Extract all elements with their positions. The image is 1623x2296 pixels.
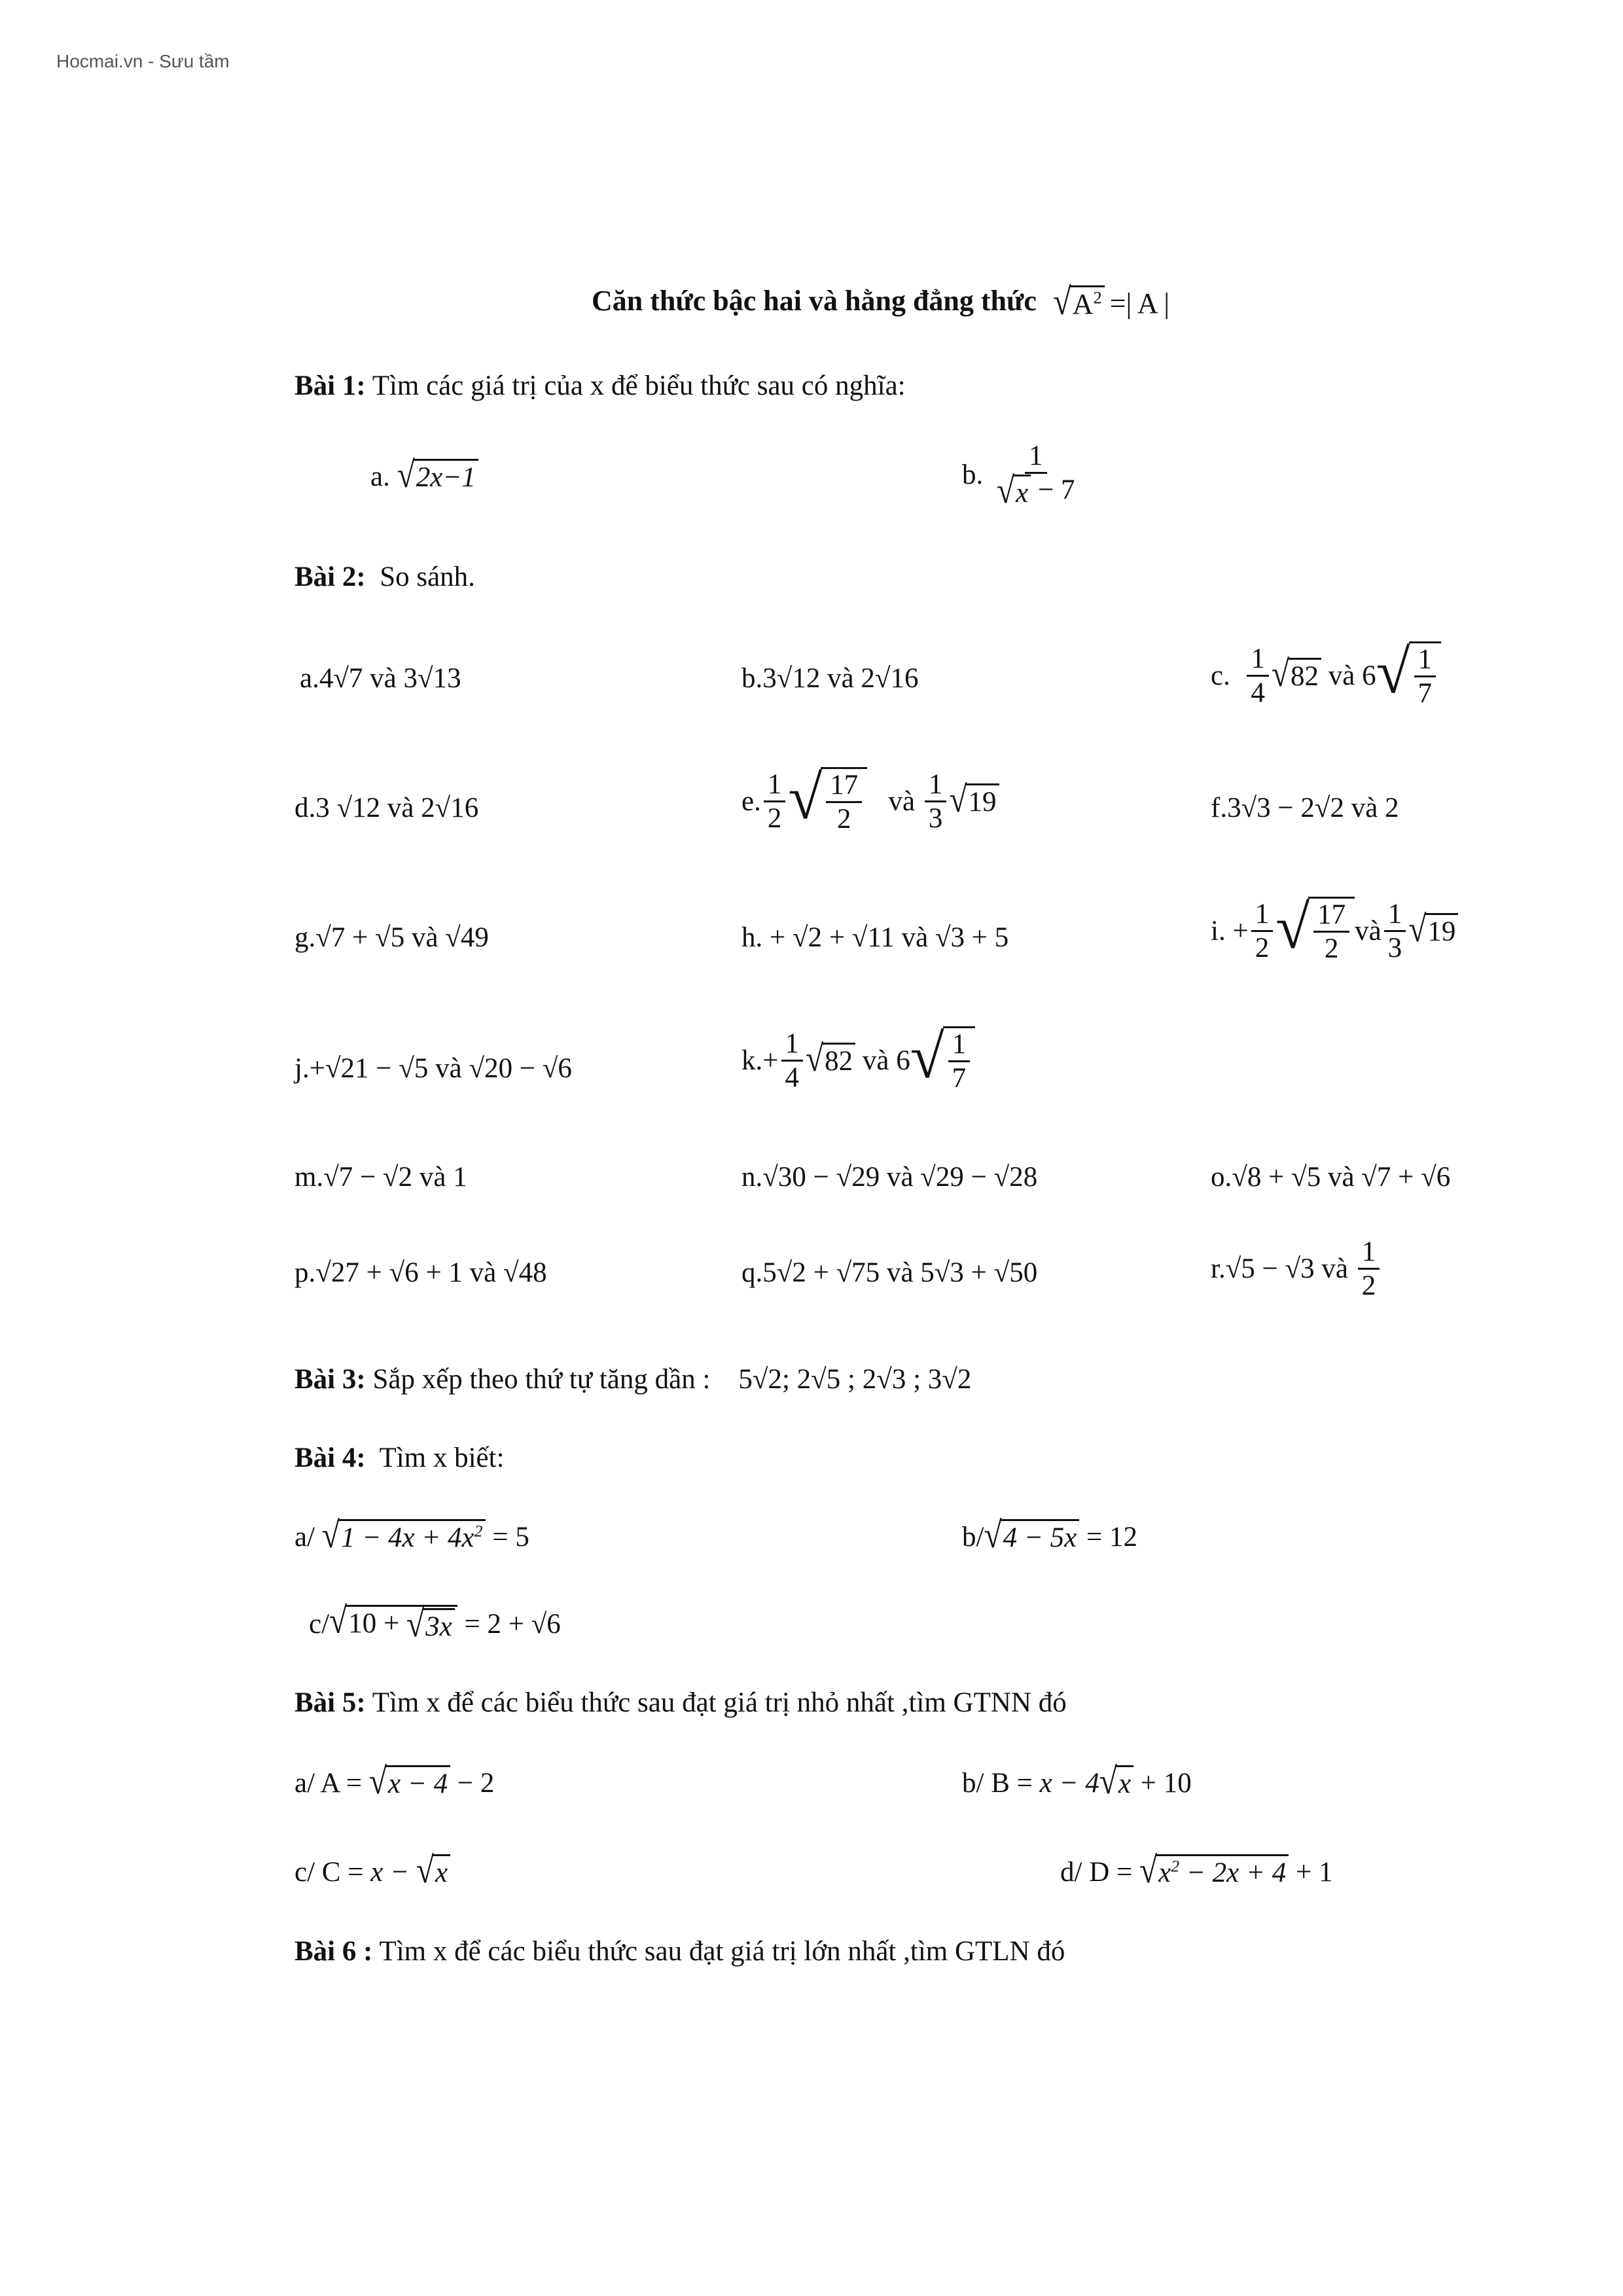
bai5-heading: Bài 5: Tìm x để các biểu thức sau đạt giá trị nhỏ nhất ,tìm GTNN đó xyxy=(294,1687,1067,1718)
bai2-item-a: a.4√7 và 3√13 xyxy=(300,663,461,694)
bai2-item-n: n.√30 − √29 và √29 − √28 xyxy=(741,1162,1038,1193)
bai2-item-h: h. + √2 + √11 và √3 + 5 xyxy=(741,922,1009,953)
bai4-item-b: b/ √ 4 − 5x = 12 xyxy=(962,1514,1137,1556)
title-formula: √ $A^2$ =| A | xyxy=(1052,280,1170,323)
bai2-item-e: e. $\frac{1}{2}$ √ $\frac{17}{2}$ và $\frac{1}{3}$ √ 19 xyxy=(741,767,999,836)
bai3-heading: Bài 3: Sắp xếp theo thứ tự tăng dần : 5√2; 2√5 ; 2√3 ; 3√2 xyxy=(294,1364,972,1395)
page-title: Căn thức bậc hai và hằng đẳng thức √ $A^2$ =| A | xyxy=(592,280,1170,323)
bai1-heading: Bài 1: Tìm các giá trị của x để biểu thức sau có nghĩa: xyxy=(294,370,906,401)
bai4-item-c: c/ √ 10 + √ 3x = 2 + √6 xyxy=(309,1600,561,1645)
bai1-item-b: b. 1 √ x − 7 xyxy=(962,440,1075,511)
bai5-item-b: b/ B = x − 4 √ x + 10 xyxy=(962,1760,1192,1802)
bai2-item-m: m.√7 − √2 và 1 xyxy=(294,1162,467,1193)
bai2-item-i: i. + $\frac{1}{2}$ √ $\frac{17}{2}$ và $\frac{1}{3}$ √ 19 xyxy=(1211,897,1458,965)
bai2-item-k: k.+ $\frac{1}{4}$ √ 82 và 6 √ $\frac{1}{7}$ xyxy=(741,1026,975,1095)
bai2-item-q: q.5√2 + √75 và 5√3 + √50 xyxy=(741,1257,1038,1288)
bai5-item-c: c/ C = x − √ x xyxy=(294,1854,450,1890)
bai4-item-a: a/ √ $1 - 4x + 4x^2$ = 5 xyxy=(294,1514,529,1556)
bai2-item-c: c. $\frac{1}{4}$ √ 82 và 6 √ $\frac{1}{7}$ xyxy=(1211,641,1441,710)
bai6-heading: Bài 6 : Tìm x để các biểu thức sau đạt giá trị lớn nhất ,tìm GTLN đó xyxy=(294,1936,1065,1967)
bai5-item-d: d/ D = √ $x^2 - 2x + 4$ + 1 xyxy=(1060,1849,1333,1891)
bai2-item-f: f.3√3 − 2√2 và 2 xyxy=(1211,793,1399,823)
bai2-item-j: j.+√21 − √5 và √20 − √6 xyxy=(294,1053,572,1084)
bai2-item-b: b.3√12 và 2√16 xyxy=(741,663,919,694)
bai2-item-d: d.3 √12 và 2√16 xyxy=(294,793,479,823)
bai4-heading: Bài 4: Tìm x biết: xyxy=(294,1443,505,1473)
watermark: Hocmai.vn - Sưu tầm xyxy=(56,51,230,71)
bai2-item-r: r.√5 − √3 và $\frac{1}{2}$ xyxy=(1211,1236,1382,1302)
bai1-item-a: a. √ 2x−1 xyxy=(370,458,478,494)
bai2-item-g: g.√7 + √5 và √49 xyxy=(294,922,489,953)
bai2-item-p: p.√27 + √6 + 1 và √48 xyxy=(294,1257,547,1288)
bai2-item-o: o.√8 + √5 và √7 + √6 xyxy=(1211,1162,1451,1193)
bai2-heading: Bài 2: So sánh. xyxy=(294,562,475,592)
bai5-item-a: a/ A = √ x − 4 − 2 xyxy=(294,1760,495,1802)
